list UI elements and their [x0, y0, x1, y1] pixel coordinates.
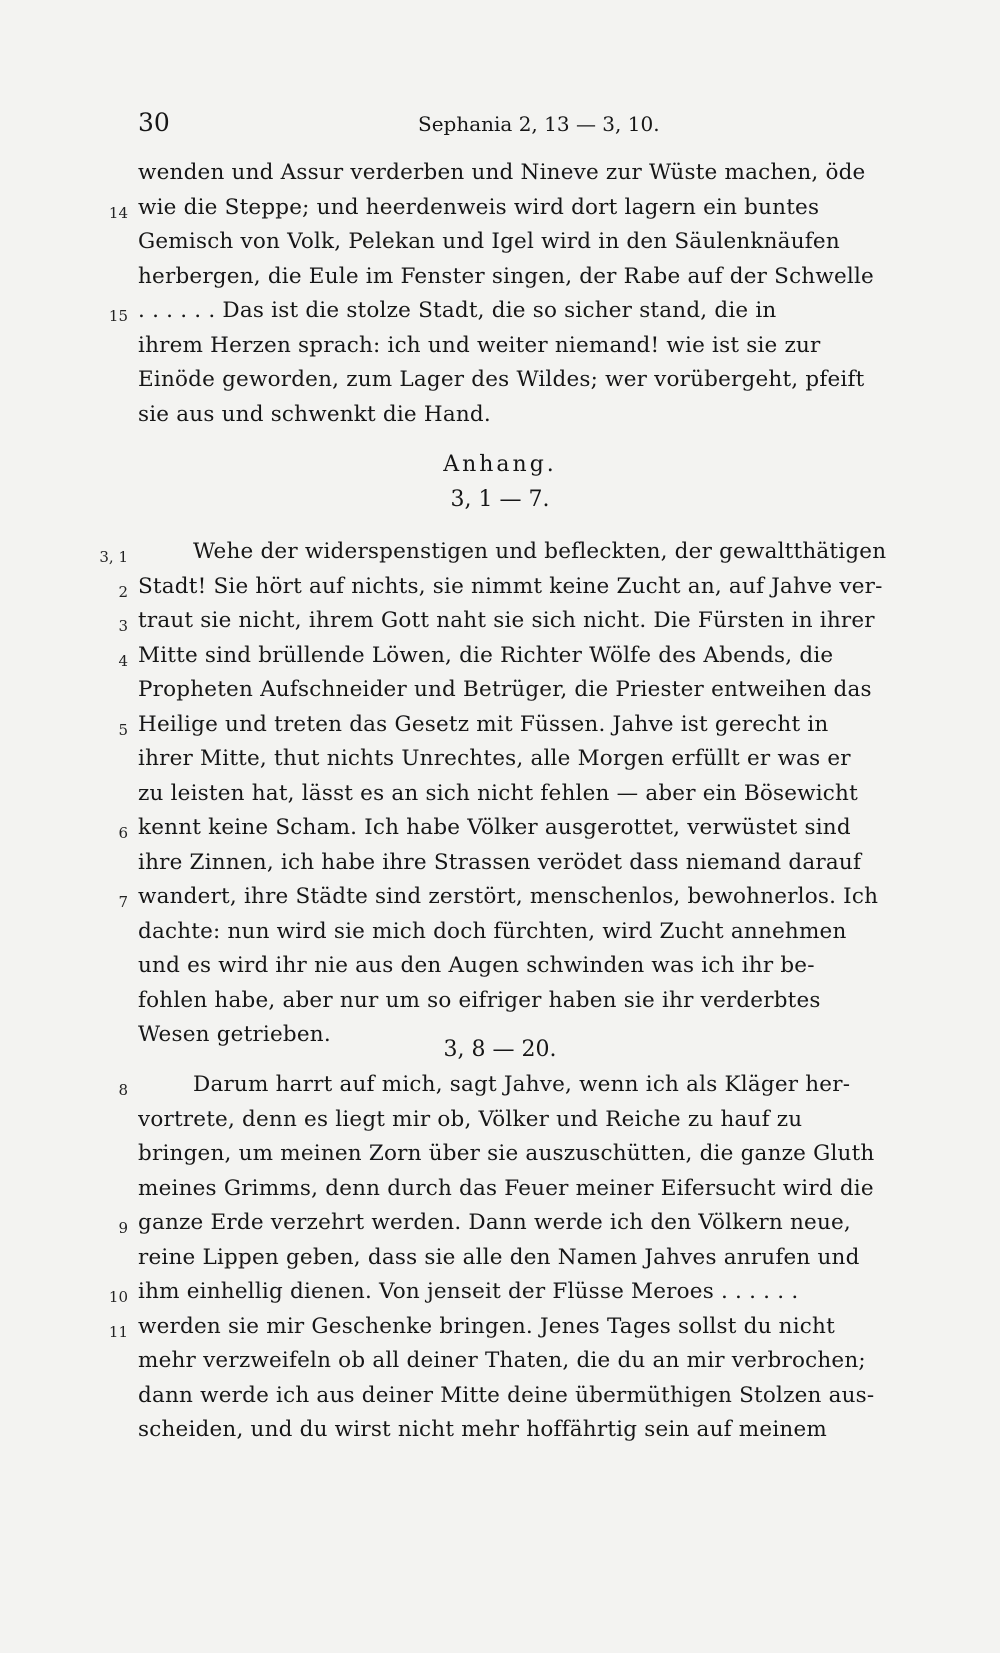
- text-line: [0, 539, 1000, 574]
- text-line: [0, 608, 1000, 643]
- section-heading-row: [0, 487, 1000, 522]
- line-text: wie die Steppe; und heerdenweis wird dort lagern ein buntes: [138, 194, 820, 220]
- line-text: ganze Erde verzehrt werden. Dann werde ich den Völkern neue,: [138, 1210, 851, 1235]
- line-text: Gemisch von Volk, Pelekan und Igel wird in den Säulenknäufen: [138, 229, 840, 254]
- text-line: [0, 884, 1000, 919]
- line-text: Einöde geworden, zum Lager des Wildes; wer vorübergeht, pfeift: [138, 367, 865, 392]
- verse-number: 3: [118, 617, 128, 635]
- verse-number: 5: [118, 720, 128, 739]
- page-number: 30: [138, 108, 170, 137]
- running-head: Sephania 2, 13 — 3, 10.: [418, 112, 660, 136]
- text-line: [0, 1210, 1000, 1245]
- verse-number: 3, 1: [99, 548, 128, 566]
- section-text-block-2: [0, 539, 1000, 1057]
- text-line: [0, 574, 1000, 609]
- line-text: dann werde ich aus deiner Mitte deine übermüthigen Stolzen aus-: [138, 1382, 875, 1408]
- text-line: [0, 402, 1000, 437]
- text-line: [0, 195, 1000, 230]
- line-text: Mitte sind brüllende Löwen, die Richter Wölfe des Abends, die: [138, 642, 834, 668]
- appendix-heading: Anhang.: [443, 452, 557, 477]
- text-line: [0, 1348, 1000, 1383]
- line-text: ihre Zinnen, ich habe ihre Strassen verödet dass niemand darauf: [138, 849, 862, 875]
- text-line: [0, 781, 1000, 816]
- line-text: Propheten Aufschneider und Betrüger, die Priester entweihen das: [138, 677, 872, 702]
- appendix-heading-row: [0, 452, 1000, 487]
- section-text-block-1: [0, 160, 1000, 436]
- text-line: [0, 815, 1000, 850]
- line-text: Stadt! Sie hört auf nichts, sie nimmt keine Zucht an, auf Jahve ver-: [138, 573, 883, 599]
- line-text: scheiden, und du wirst nicht mehr hoffährtig sein auf meinem: [138, 1417, 827, 1442]
- text-line: [0, 850, 1000, 885]
- text-line: [0, 1245, 1000, 1280]
- text-line: [0, 643, 1000, 678]
- page-header: [138, 108, 938, 142]
- line-text: wenden und Assur verderben und Nineve zur Wüste machen, öde: [138, 160, 866, 185]
- text-line: [0, 298, 1000, 333]
- verse-number: 7: [118, 893, 128, 911]
- verse-number: 11: [108, 1322, 128, 1341]
- line-text: mehr verzweifeln ob all deiner Thaten, die du an mir verbrochen;: [138, 1348, 866, 1373]
- line-text: Wehe der widerspenstigen und befleckten, der gewaltthätigen: [193, 539, 887, 564]
- verse-number: 8: [118, 1081, 128, 1099]
- text-line: [0, 1176, 1000, 1211]
- line-text: meines Grimms, denn durch das Feuer meiner Eifersucht wird die: [138, 1175, 874, 1201]
- verse-number: 15: [108, 307, 128, 325]
- line-text: ihrem Herzen sprach: ich und weiter niemand! wie ist sie zur: [138, 332, 821, 358]
- text-line: [0, 1072, 1000, 1107]
- verse-number: 14: [108, 203, 128, 222]
- line-text: fohlen habe, aber nur um so eifriger haben sie ihr verderbtes: [138, 987, 821, 1013]
- text-line: [0, 746, 1000, 781]
- appendix-headings: [0, 452, 1000, 521]
- section-heading-3-1-7: 3, 1 — 7.: [450, 486, 550, 512]
- section-text-block-3: [0, 1072, 1000, 1452]
- verse-number: 9: [118, 1219, 128, 1237]
- text-line: [0, 712, 1000, 747]
- line-text: vortrete, denn es liegt mir ob, Völker und Reiche zu hauf zu: [138, 1106, 803, 1132]
- line-text: zu leisten hat, lässt es an sich nicht fehlen — aber ein Bösewicht: [138, 780, 858, 806]
- text-line: [0, 367, 1000, 402]
- text-line: [0, 677, 1000, 712]
- line-text: sie aus und schwenkt die Hand.: [138, 401, 491, 427]
- line-text: ihm einhellig dienen. Von jenseit der Flüsse Meroes . . . . . .: [138, 1279, 799, 1304]
- text-line: [0, 160, 1000, 195]
- section-heading-row: [0, 1037, 1000, 1072]
- section-heading-3-8-20: 3, 8 — 20.: [443, 1037, 557, 1062]
- text-line: [0, 953, 1000, 988]
- section-heading-block: [0, 1037, 1000, 1072]
- line-text: werden sie mir Geschenke bringen. Jenes Tages sollst du nicht: [138, 1313, 835, 1339]
- line-text: kennt keine Scham. Ich habe Völker ausgerottet, verwüstet sind: [138, 815, 851, 840]
- line-text: wandert, ihre Städte sind zerstört, menschenlos, bewohnerlos. Ich: [138, 884, 879, 909]
- text-line: [0, 229, 1000, 264]
- line-text: und es wird ihr nie aus den Augen schwinden was ich ihr be-: [138, 953, 815, 978]
- line-text: Heilige und treten das Gesetz mit Füssen. Jahve ist gerecht in: [138, 711, 829, 737]
- line-text: herbergen, die Eule im Fenster singen, der Rabe auf der Schwelle: [138, 263, 874, 289]
- text-line: [0, 1314, 1000, 1349]
- text-line: [0, 1417, 1000, 1452]
- text-line: [0, 988, 1000, 1023]
- line-text: bringen, um meinen Zorn über sie auszuschütten, die ganze Gluth: [138, 1141, 875, 1166]
- text-line: [0, 264, 1000, 299]
- text-line: [0, 1141, 1000, 1176]
- verse-number: 4: [118, 651, 128, 670]
- line-text: dachte: nun wird sie mich doch fürchten, wird Zucht annehmen: [138, 918, 847, 944]
- line-text: Darum harrt auf mich, sagt Jahve, wenn ich als Kläger her-: [193, 1072, 851, 1097]
- text-line: [0, 1107, 1000, 1142]
- verse-number: 10: [108, 1288, 128, 1306]
- line-text: Wesen getrieben.: [138, 1022, 331, 1047]
- line-text: ihrer Mitte, thut nichts Unrechtes, alle Morgen erfüllt er was er: [138, 746, 851, 771]
- text-line: [0, 1383, 1000, 1418]
- line-text: . . . . . . Das ist die stolze Stadt, die so sicher stand, die in: [138, 298, 777, 323]
- text-line: [0, 919, 1000, 954]
- verse-number: 2: [118, 582, 128, 601]
- line-text: traut sie nicht, ihrem Gott naht sie sich nicht. Die Fürsten in ihrer: [138, 608, 875, 633]
- text-line: [0, 1279, 1000, 1314]
- verse-number: 6: [118, 824, 128, 842]
- line-text: reine Lippen geben, dass sie alle den Namen Jahves anrufen und: [138, 1244, 860, 1270]
- text-line: [0, 333, 1000, 368]
